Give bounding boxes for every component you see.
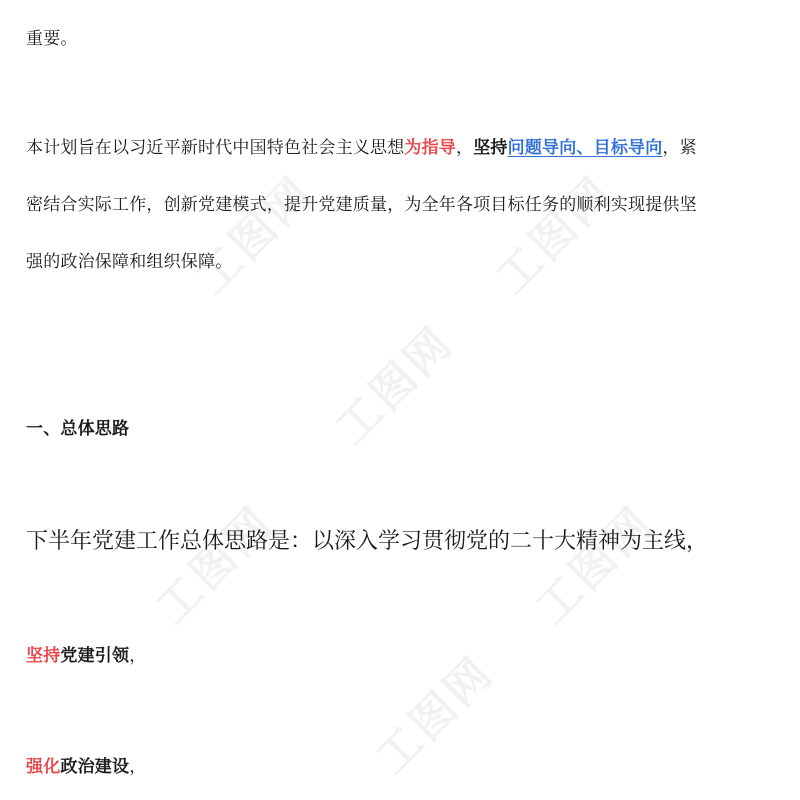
intro-tail-text: 重要。 — [26, 29, 78, 49]
para1-line3 — [26, 247, 232, 272]
point-bold: 政治建设 — [60, 757, 130, 777]
watermark: 工图网 — [326, 316, 465, 455]
highlight-red: 为指导 — [404, 138, 457, 158]
para1-text-end: ，紧 — [662, 138, 697, 158]
point-red: 坚持 — [26, 646, 61, 666]
para1-text: 密结合实际工作，创新党建模式，提升党建质量，为全年各项目标任务的顺利实现提供坚 — [26, 195, 697, 215]
para1-line2 — [26, 190, 697, 215]
intro-tail — [26, 24, 78, 49]
section-heading-text: 一、总体思路 — [26, 419, 130, 439]
point-bold: 党建引领 — [60, 646, 130, 666]
watermark: 工图网 — [526, 496, 665, 635]
point-red: 强化 — [26, 757, 61, 777]
para1-comma: ， — [456, 138, 474, 158]
summary-line — [26, 524, 708, 555]
para1-text: 本计划旨在以习近平新时代中国特色社会主义思想 — [26, 138, 405, 158]
point-item — [26, 752, 146, 777]
point-item — [26, 641, 146, 666]
highlight-bold: 坚持 — [473, 138, 508, 158]
watermark: 工图网 — [486, 166, 625, 305]
watermark: 工图网 — [186, 166, 325, 305]
point-end: ， — [129, 646, 147, 666]
section-heading — [26, 414, 129, 439]
summary-text: 下半年党建工作总体思路是：以深入学习贯彻党的二十大精神为主线， — [26, 529, 709, 554]
watermark: 工图网 — [366, 646, 505, 785]
watermark: 工图网 — [146, 496, 285, 635]
para1-text: 强的政治保障和组织保障。 — [26, 252, 233, 272]
para1-line1 — [26, 133, 697, 158]
point-end: ， — [129, 757, 147, 777]
highlight-link[interactable]: 问题导向、目标导向 — [507, 138, 663, 158]
